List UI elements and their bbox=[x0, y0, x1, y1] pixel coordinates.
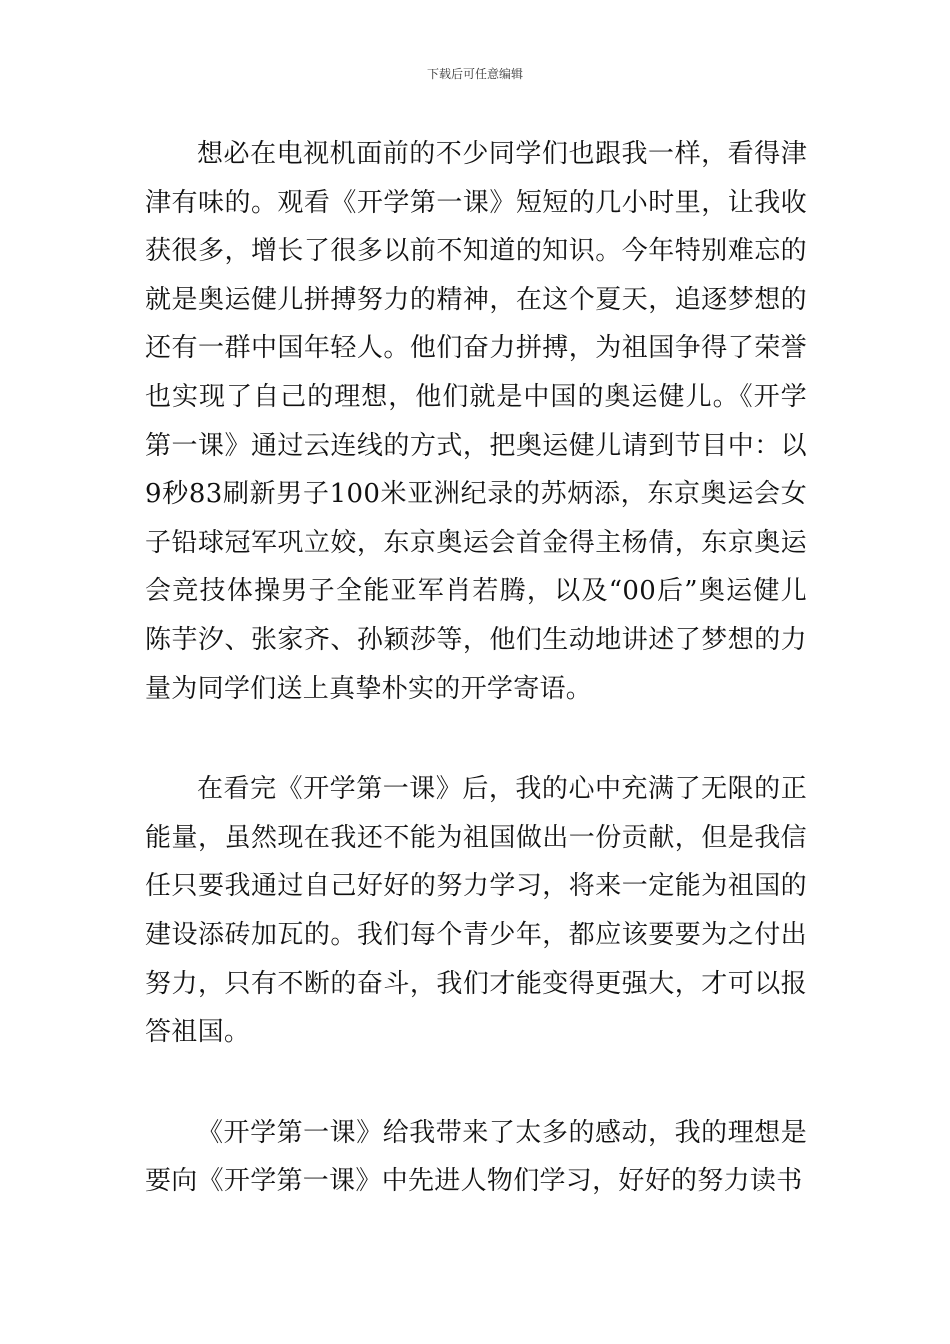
paragraph-3: 《开学第一课》给我带来了太多的感动，我的理想是要向《开学第一课》中先进人物们学习，好好的努力读书 bbox=[145, 1117, 807, 1197]
header-note: 下载后可任意编辑 bbox=[426, 67, 523, 81]
document-body bbox=[145, 130, 807, 1206]
paragraph-2: 在看完《开学第一课》后，我的心中充满了无限的正能量，虽然现在我还不能为祖国做出一份贡献，但是我信任只要我通过自己好好的努力学习，将来一定能为祖国的建设添砖加瓦的。我们每个青少年，都应该要要为之付出努力，只有不断的奋斗，我们才能变得更强大，才可以报答祖国。 bbox=[145, 774, 807, 1048]
paragraph-1: 想必在电视机面前的不少同学们也跟我一样，看得津津有味的。观看《开学第一课》短短的几小时里，让我收获很多，增长了很多以前不知道的知识。今年特别难忘的就是奥运健儿拼搏努力的精神，在这个夏天，追逐梦想的还有一群中国年轻人。他们奋力拼搏，为祖国争得了荣誉也实现了自己的理想，他们就是中国的奥运健儿。《开学第一课》通过云连线的方式，把奥运健儿请到节目中：以9秒83刷新男子100米亚洲纪录的苏炳添，东京奥运会女子铅球冠军巩立姣，东京奥运会首金得主杨倩，东京奥运会竞技体操男子全能亚军肖若腾，以及“00后”奥运健儿陈芋汐、张家齐、孙颖莎等，他们生动地讲述了梦想的力量为同学们送上真挚朴实的开学寄语。 bbox=[145, 139, 807, 704]
